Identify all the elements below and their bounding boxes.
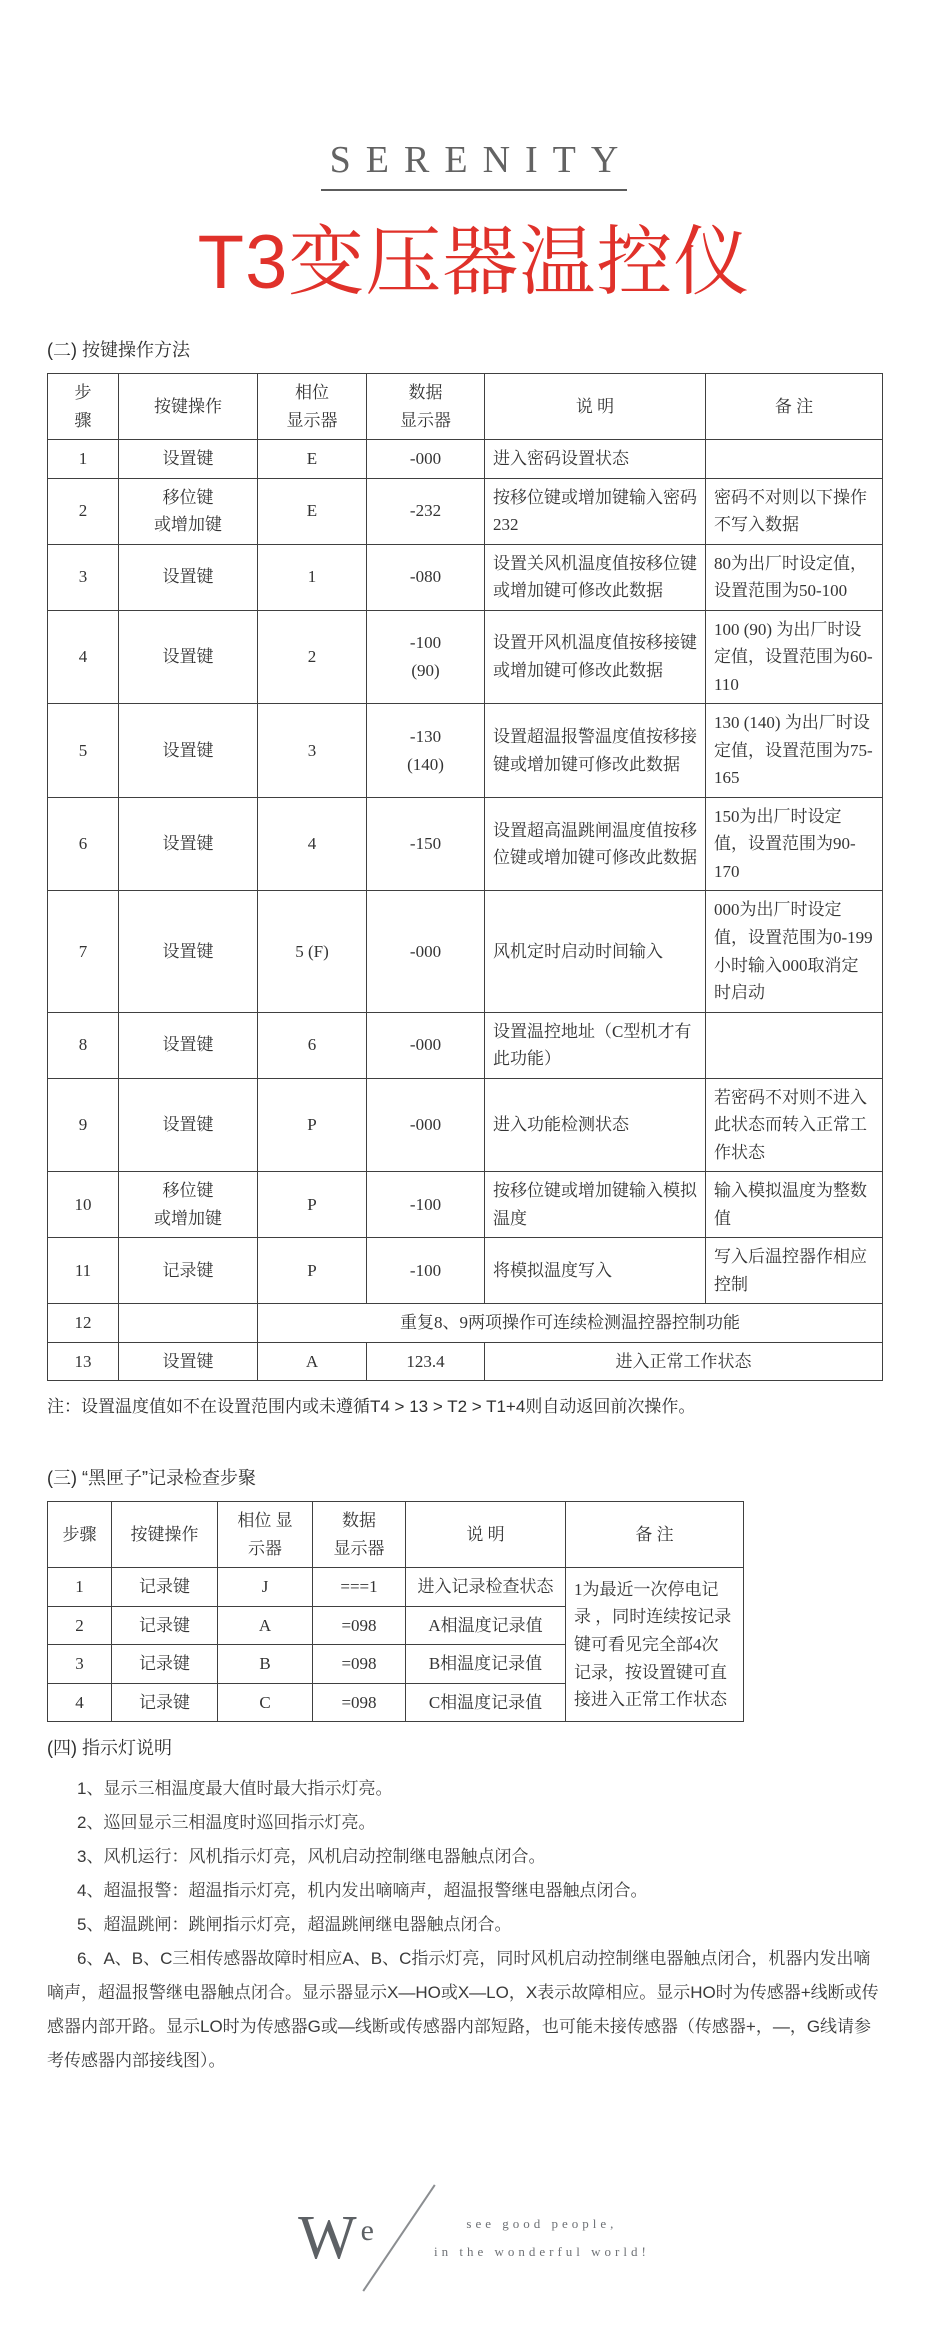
table-cell: -000 (367, 1012, 485, 1078)
table-note: 注：设置温度值如不在设置范围内或未遵循T4 > 13 > T2 > T1+4则自动返回前次操作。 (47, 1397, 696, 1417)
table-cell: 2 (258, 610, 367, 704)
column-header: 备 注 (566, 1502, 744, 1568)
footer-logo-w: W (298, 2203, 357, 2272)
blackbox-table-head (48, 1502, 744, 1568)
table-cell: 设置键 (119, 610, 258, 704)
list-item: 4、超温报警：超温指示灯亮，机内发出嘀嘀声，超温报警继电器触点闭合。 (77, 1880, 648, 1900)
table-cell: 1 (258, 544, 367, 610)
table-cell: P (258, 1078, 367, 1172)
table-cell: -150 (367, 797, 485, 891)
blackbox-table-body (48, 1568, 744, 1722)
table-cell: P (258, 1172, 367, 1238)
table-cell: 设置键 (119, 440, 258, 479)
table-cell: 写入后温控器作相应控制 (706, 1238, 883, 1304)
key-operations-table-head (48, 373, 883, 439)
table-cell: 设置键 (119, 704, 258, 798)
table-row (48, 1304, 883, 1343)
table-cell: J (218, 1568, 313, 1607)
table-cell: =098 (313, 1645, 406, 1684)
table-cell: 重复8、9两项操作可连续检测温控器控制功能 (258, 1304, 883, 1343)
table-row (48, 1012, 883, 1078)
table-cell: 5 (48, 704, 119, 798)
section-heading-indicators: (四) 指示灯说明 (47, 1738, 172, 1759)
table-cell: 记录键 (112, 1645, 218, 1684)
table-cell: 13 (48, 1342, 119, 1381)
table-cell: 2 (48, 1606, 112, 1645)
table-cell: 100 (90) 为出厂时设定值，设置范围为60-110 (706, 610, 883, 704)
table-cell: A (218, 1606, 313, 1645)
table-cell: ===1 (313, 1568, 406, 1607)
table-header-row (48, 1502, 744, 1568)
table-cell: 记录键 (112, 1683, 218, 1722)
table-cell: -232 (367, 478, 485, 544)
table-header-row (48, 373, 883, 439)
table-row (48, 1238, 883, 1304)
table-cell: 输入模拟温度为整数值 (706, 1172, 883, 1238)
table-row (48, 1172, 883, 1238)
table-cell: 9 (48, 1078, 119, 1172)
list-item: 2、巡回显示三相温度时巡回指示灯亮。 (77, 1812, 376, 1832)
table-cell: 移位键 或增加键 (119, 1172, 258, 1238)
table-cell: -080 (367, 544, 485, 610)
column-header: 相位 显 示器 (218, 1502, 313, 1568)
table-cell: 3 (48, 544, 119, 610)
column-header: 数据 显示器 (367, 373, 485, 439)
table-row (48, 1568, 744, 1607)
table-row (48, 704, 883, 798)
table-cell: 5 (F) (258, 891, 367, 1012)
table-cell: 150为出厂时设定值，设置范围为90-170 (706, 797, 883, 891)
table-cell: 130 (140) 为出厂时设定值，设置范围为75-165 (706, 704, 883, 798)
brand-underline (321, 189, 627, 191)
table-cell: A (258, 1342, 367, 1381)
table-cell: -100 (367, 1238, 485, 1304)
table-cell: 1 (48, 1568, 112, 1607)
list-item: 6、A、B、C三相传感器故障时相应A、B、C指示灯亮，同时风机启动控制继电器触点闭合，机器内发出嘀嘀声，超温报警继电器触点闭合。显示器显示X—HO或X—LO，X表示故障相应。显示HO时为传感器+线断或传感器内部开路。显示LO时为传感器G或—线断或传感器内部短路，也可能未接传感器（传感器+，—，G线请参考传感器内部接线图）。 (47, 1948, 879, 2070)
table-cell: 4 (258, 797, 367, 891)
table-cell: 000为出厂时设定值，设置范围为0-199小时输入000取消定时启动 (706, 891, 883, 1012)
table-cell: =098 (313, 1683, 406, 1722)
table-cell: -100 (367, 1172, 485, 1238)
table-cell: A相温度记录值 (406, 1606, 566, 1645)
table-row (48, 610, 883, 704)
table-cell (706, 440, 883, 479)
footer-logo-e: e (360, 2213, 374, 2247)
key-operations-table (47, 373, 883, 1381)
table-cell: 设置键 (119, 891, 258, 1012)
table-cell: 6 (48, 797, 119, 891)
table-row (48, 797, 883, 891)
footer-tagline-line2: in the wonderful world! (434, 2243, 650, 2259)
table-cell: 6 (258, 1012, 367, 1078)
page-title: T3变压器温控仪 (197, 219, 751, 305)
column-header: 说 明 (485, 373, 706, 439)
footer-tagline-line1: see good people, (466, 2216, 618, 2232)
table-cell: 进入密码设置状态 (485, 440, 706, 479)
table-cell: 进入功能检测状态 (485, 1078, 706, 1172)
table-cell: P (258, 1238, 367, 1304)
table-row (48, 1342, 883, 1381)
table-cell (706, 1012, 883, 1078)
table-cell: 记录键 (119, 1238, 258, 1304)
table-cell: 10 (48, 1172, 119, 1238)
list-item: 3、风机运行：风机指示灯亮，风机启动控制继电器触点闭合。 (77, 1846, 546, 1866)
table-cell: 12 (48, 1304, 119, 1343)
table-cell: -000 (367, 1078, 485, 1172)
column-header: 数据 显示器 (313, 1502, 406, 1568)
table-cell: C相温度记录值 (406, 1683, 566, 1722)
table-cell: 设置超温报警温度值按移接键或增加键可修改此数据 (485, 704, 706, 798)
table-cell: 密码不对则以下操作不写入数据 (706, 478, 883, 544)
column-header: 按键操作 (112, 1502, 218, 1568)
table-row (48, 544, 883, 610)
table-cell: 设置键 (119, 1342, 258, 1381)
table-cell: -000 (367, 440, 485, 479)
table-cell: -100 (90) (367, 610, 485, 704)
blackbox-check-table (47, 1501, 744, 1722)
table-cell: -000 (367, 891, 485, 1012)
table-cell: 将模拟温度写入 (485, 1238, 706, 1304)
table-cell: 3 (258, 704, 367, 798)
table-cell: 设置键 (119, 797, 258, 891)
table-cell: 8 (48, 1012, 119, 1078)
column-header: 备 注 (706, 373, 883, 439)
indicator-list (47, 1772, 887, 2078)
content-column (47, 338, 887, 2078)
column-header: 说 明 (406, 1502, 566, 1568)
table-cell: 移位键 或增加键 (119, 478, 258, 544)
column-header: 步 骤 (48, 373, 119, 439)
table-cell: 1 (48, 440, 119, 479)
table-cell: 记录键 (112, 1606, 218, 1645)
table-cell: 设置键 (119, 1012, 258, 1078)
table-cell: 设置关风机温度值按移位键或增加键可修改此数据 (485, 544, 706, 610)
table-cell: 记录键 (112, 1568, 218, 1607)
table-cell: 80为出厂时设定值，设置范围为50-100 (706, 544, 883, 610)
section-heading-blackbox: (三) “黑匣子”记录检查步聚 (47, 1467, 256, 1488)
table-row (48, 478, 883, 544)
table-cell: 按移位键或增加键输入模拟温度 (485, 1172, 706, 1238)
table-cell: 11 (48, 1238, 119, 1304)
table-cell (119, 1304, 258, 1343)
key-operations-table-body (48, 440, 883, 1381)
table-cell: E (258, 440, 367, 479)
list-item: 1、显示三相温度最大值时最大指示灯亮。 (77, 1778, 393, 1798)
table-row (48, 440, 883, 479)
table-cell: 4 (48, 610, 119, 704)
table-cell: 设置开风机温度值按移接键或增加键可修改此数据 (485, 610, 706, 704)
page-footer (0, 2174, 948, 2302)
table-cell: -130 (140) (367, 704, 485, 798)
table-cell: 按移位键或增加键输入密码232 (485, 478, 706, 544)
brand-logo: SERENITY (329, 139, 634, 181)
section-heading-key-operations: (二) 按键操作方法 (47, 339, 190, 360)
table-cell: 123.4 (367, 1342, 485, 1381)
table-cell: 7 (48, 891, 119, 1012)
table-cell: 3 (48, 1645, 112, 1684)
table-cell: 进入正常工作状态 (485, 1342, 883, 1381)
table-cell: E (258, 478, 367, 544)
table-cell: C (218, 1683, 313, 1722)
table-cell: B (218, 1645, 313, 1684)
table-cell: 4 (48, 1683, 112, 1722)
table-row (48, 1078, 883, 1172)
footer-tagline (434, 2210, 650, 2265)
table-cell: 2 (48, 478, 119, 544)
table-cell: 设置超高温跳闸温度值按移位键或增加键可修改此数据 (485, 797, 706, 891)
table-cell: 设置键 (119, 1078, 258, 1172)
footer-logo (298, 2203, 374, 2272)
table-cell: 1为最近一次停电记录 ，同时连续按记录键可看见完全部4次记录，按设置键可直接进入正常工作状态 (566, 1568, 744, 1722)
table-cell: 设置温控地址（C型机才有此功能） (485, 1012, 706, 1078)
table-cell: 进入记录检查状态 (406, 1568, 566, 1607)
column-header: 按键操作 (119, 373, 258, 439)
column-header: 步骤 (48, 1502, 112, 1568)
table-cell: 若密码不对则不进入此状态而转入正常工作状态 (706, 1078, 883, 1172)
table-cell: 风机定时启动时间输入 (485, 891, 706, 1012)
column-header: 相位 显示器 (258, 373, 367, 439)
page-header (0, 0, 948, 310)
table-row (48, 891, 883, 1012)
table-cell: =098 (313, 1606, 406, 1645)
table-cell: B相温度记录值 (406, 1645, 566, 1684)
list-item: 5、超温跳闸：跳闸指示灯亮，超温跳闸继电器触点闭合。 (77, 1914, 512, 1934)
table-cell: 设置键 (119, 544, 258, 610)
